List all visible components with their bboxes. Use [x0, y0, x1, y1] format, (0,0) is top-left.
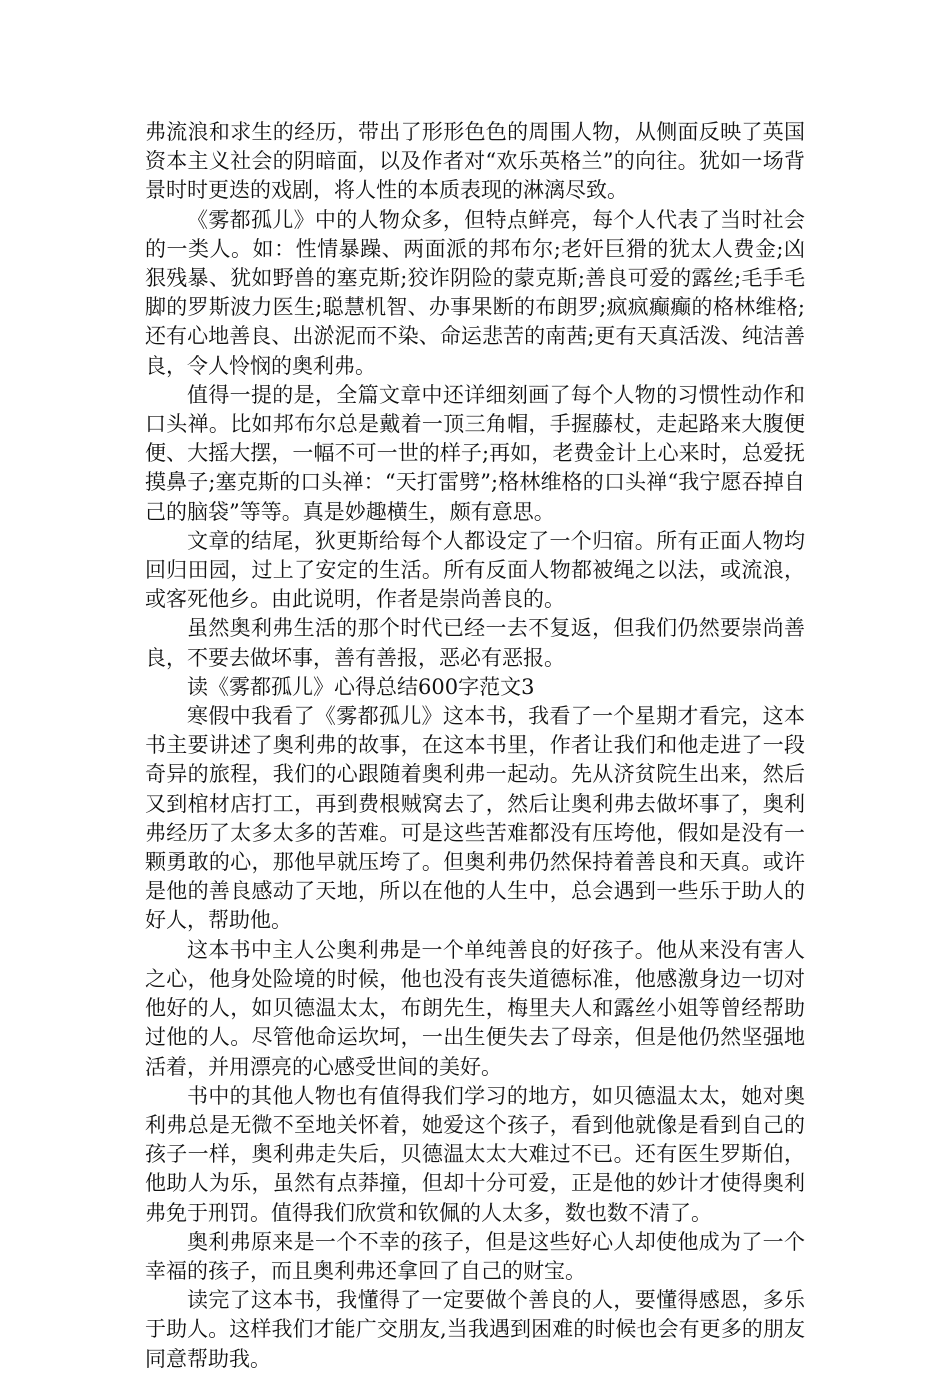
paragraph-7: 这本书中主人公奥利弗是一个单纯善良的好孩子。他从来没有害人之心，他身处险境的时候，他也没有丧失道德标准，他感激身边一切对他好的人，如贝德温太太，布朗先生，梅里夫人和露丝小姐等曾经帮助过他的人。尽管他命运坎坷，一出生便失去了母亲，但是他仍然坚强地活着，并用漂亮的心感受世间的美好。 [145, 937, 805, 1079]
paragraph-1: 弗流浪和求生的经历，带出了形形色色的周围人物，从侧面反映了英国资本主义社会的阴暗面，以及作者对“欢乐英格兰”的向往。犹如一场背景时时更迭的戏剧，将人性的本质表现的淋漓尽致。 [145, 120, 805, 203]
paragraph-2: 《雾都孤儿》中的人物众多，但特点鲜亮，每个人代表了当时社会的一类人。如：性情暴躁、两面派的邦布尔;老奸巨猾的犹太人费金;凶狠残暴、犹如野兽的塞克斯;狡诈阴险的蒙克斯;善良可爱的露丝;毛手毛脚的罗斯波力医生;聪慧机智、办事果断的布朗罗;疯疯癫癫的格林维格;还有心地善良、出淤泥而不染、命运悲苦的南茜;更有天真活泼、纯洁善良，令人怜悯的奥利弗。 [145, 207, 805, 378]
paragraph-10: 读完了这本书，我懂得了一定要做个善良的人，要懂得感恩，多乐于助人。这样我们才能广交朋友,当我遇到困难的时候也会有更多的朋友同意帮助我。 [145, 1288, 805, 1371]
document-body [145, 118, 805, 1374]
paragraph-8: 书中的其他人物也有值得我们学习的地方，如贝德温太太，她对奥利弗总是无微不至地关怀着，她爱这个孩子，看到他就像是看到自己的孩子一样，奥利弗走失后，贝德温太太大难过不已。还有医生罗斯伯，他助人为乐，虽然有点莽撞，但却十分可爱，正是他的妙计才使得奥利弗免于刑罚。值得我们欣赏和钦佩的人太多，数也数不清了。 [145, 1083, 805, 1225]
paragraph-5: 虽然奥利弗生活的那个时代已经一去不复返，但我们仍然要崇尚善良，不要去做坏事，善有善报，恶必有恶报。 [145, 616, 805, 670]
paragraph-4: 文章的结尾，狄更斯给每个人都设定了一个归宿。所有正面人物均回归田园，过上了安定的生活。所有反面人物都被绳之以法，或流浪，或客死他乡。由此说明，作者是崇尚善良的。 [145, 528, 805, 612]
section-heading: 读《雾都孤儿》心得总结600字范文3 [187, 674, 535, 699]
paragraph-3: 值得一提的是，全篇文章中还详细刻画了每个人物的习惯性动作和口头禅。比如邦布尔总是戴着一顶三角帽，手握藤杖，走起路来大腹便便、大摇大摆，一幅不可一世的样子;再如，老费金计上心来时，总爱抚摸鼻子;塞克斯的口头禅：“天打雷劈”;格林维格的口头禅“我宁愿吞掉自己的脑袋”等等。真是妙趣横生，颇有意思。 [145, 382, 805, 524]
paragraph-6: 寒假中我看了《雾都孤儿》这本书，我看了一个星期才看完，这本书主要讲述了奥利弗的故事，在这本书里，作者让我们和他走进了一段奇异的旅程，我们的心跟随着奥利弗一起动。先从济贫院生出来，然后又到棺材店打工，再到费根贼窝去了，然后让奥利弗去做坏事了，奥利弗经历了太多太多的苦难。可是这些苦难都没有压垮他，假如是没有一颗勇敢的心，那他早就压垮了。但奥利弗仍然保持着善良和天真。或许是他的善良感动了天地，所以在他的人生中，总会遇到一些乐于助人的好人，帮助他。 [145, 704, 805, 933]
paragraph-9: 奥利弗原来是一个不幸的孩子，但是这些好心人却使他成为了一个幸福的孩子，而且奥利弗还拿回了自己的财宝。 [145, 1229, 805, 1283]
